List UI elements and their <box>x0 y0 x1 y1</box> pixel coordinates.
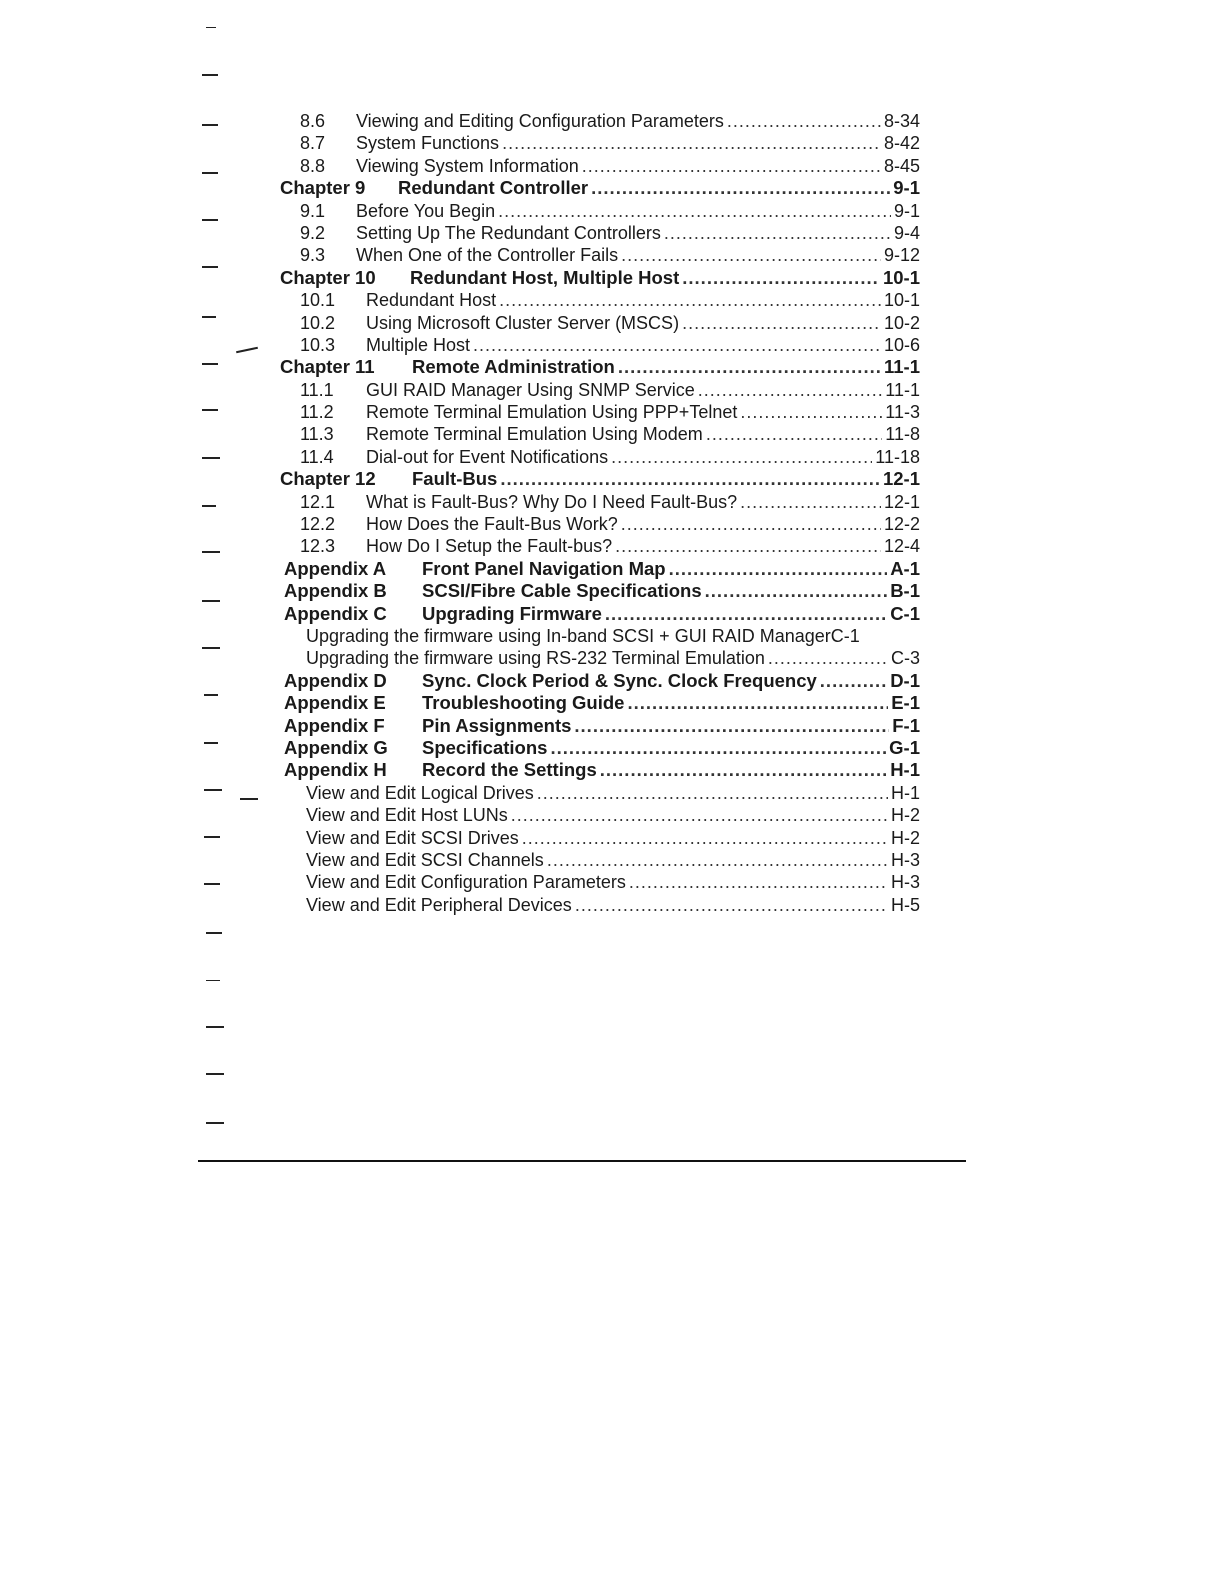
toc-entry-12-2[interactable] <box>280 513 920 535</box>
entry-number: Appendix E <box>284 692 386 714</box>
entry-number: 11.1 <box>300 379 334 400</box>
toc-appendix-f[interactable] <box>280 715 920 737</box>
binding-mark <box>206 1026 224 1028</box>
entry-title: How Does the Fault-Bus Work? <box>366 514 618 535</box>
entry-page: 11-3 <box>885 402 920 423</box>
entry-number: 9.2 <box>300 222 326 243</box>
entry-page: 8-42 <box>883 133 920 154</box>
toc-chapter-9[interactable] <box>280 177 920 199</box>
binding-mark <box>202 172 218 174</box>
leader-dots <box>621 513 881 535</box>
entry-number: 10.1 <box>300 290 336 311</box>
leader-dots <box>605 603 887 625</box>
binding-mark <box>202 551 220 553</box>
entry-title: Before You Begin <box>356 200 496 221</box>
leader-dots <box>575 894 888 916</box>
binding-mark <box>204 836 220 838</box>
toc-entry-10-2[interactable] <box>280 312 920 334</box>
entry-page: 8-45 <box>883 155 920 176</box>
entry-title: Fault-Bus <box>412 468 498 490</box>
binding-mark <box>206 1073 224 1075</box>
binding-mark <box>204 742 218 744</box>
leader-dots <box>682 312 881 334</box>
entry-title: Sync. Clock Period & Sync. Clock Frequency <box>422 669 817 691</box>
toc-entry-10-3[interactable] <box>280 334 920 356</box>
leader-dots <box>740 401 882 423</box>
toc-entry-11-3[interactable] <box>280 423 920 445</box>
toc-entry-9-2[interactable] <box>280 222 920 244</box>
entry-title: View and Edit SCSI Channels <box>306 849 544 870</box>
toc-appendix-a[interactable] <box>280 558 920 580</box>
entry-page: H-2 <box>890 827 920 848</box>
leader-dots <box>698 379 883 401</box>
toc-entry-11-4[interactable] <box>280 446 920 468</box>
leader-dots <box>621 244 881 266</box>
binding-mark <box>204 789 222 791</box>
toc-appendix-g[interactable] <box>280 737 920 759</box>
toc-entry-8-6[interactable] <box>280 110 920 132</box>
binding-marks <box>0 0 260 1584</box>
toc-entry-11-2[interactable] <box>280 401 920 423</box>
entry-title: SCSI/Fibre Cable Specifications <box>422 580 702 602</box>
toc-entry-9-3[interactable] <box>280 244 920 266</box>
binding-mark <box>204 694 218 696</box>
leader-dots <box>768 647 888 669</box>
footer-rule <box>198 1160 966 1162</box>
entry-page: 9-4 <box>893 222 920 243</box>
leader-dots <box>669 558 888 580</box>
toc-chapter-10[interactable] <box>280 267 920 289</box>
entry-title: Specifications <box>422 736 548 758</box>
entry-title: Setting Up The Redundant Controllers <box>356 222 661 243</box>
toc-appendix-h[interactable] <box>280 759 920 781</box>
binding-mark <box>202 457 220 459</box>
binding-mark <box>204 883 220 885</box>
entry-page: H-1 <box>890 759 920 781</box>
leader-dots <box>727 110 881 132</box>
entry-page: H-1 <box>890 782 920 803</box>
leader-dots <box>664 222 891 244</box>
entry-title: View and Edit Host LUNs <box>306 805 508 826</box>
toc-entry-8-7[interactable] <box>280 132 920 154</box>
entry-title: Pin Assignments <box>422 714 572 736</box>
leader-dots <box>511 804 888 826</box>
toc-entry-12-1[interactable] <box>280 491 920 513</box>
entry-page: 12-1 <box>882 468 920 490</box>
entry-page: 9-12 <box>883 245 920 266</box>
toc-entry-logical-drives[interactable] <box>280 782 920 804</box>
toc-appendix-d[interactable] <box>280 670 920 692</box>
binding-mark <box>206 1122 224 1124</box>
entry-page: H-3 <box>890 849 920 870</box>
entry-page: H-3 <box>890 872 920 893</box>
entry-page: C-3 <box>890 648 920 669</box>
toc-entry-scsi-drives[interactable] <box>280 827 920 849</box>
leader-dots <box>618 356 881 378</box>
entry-page: 11-1 <box>883 356 920 378</box>
toc-entry-12-3[interactable] <box>280 535 920 557</box>
entry-title: Redundant Host <box>366 290 497 311</box>
binding-mark <box>236 347 258 354</box>
leader-dots <box>820 670 887 692</box>
leader-dots <box>591 177 890 199</box>
entry-number: 12.1 <box>300 491 336 512</box>
entry-title: Front Panel Navigation Map <box>422 557 666 579</box>
leader-dots <box>547 849 888 871</box>
entry-title: Viewing and Editing Configuration Parameters <box>356 111 724 131</box>
entry-title: Upgrading the firmware using In-band SCSI + GUI RAID Manager <box>306 625 831 646</box>
toc-chapter-11[interactable] <box>280 356 920 378</box>
toc-entry-10-1[interactable] <box>280 289 920 311</box>
leader-dots <box>740 491 881 513</box>
entry-number: Appendix F <box>284 714 385 736</box>
entry-title: Remote Terminal Emulation Using PPP+Telnet <box>366 402 738 423</box>
entry-number: Appendix B <box>284 580 387 602</box>
leader-dots <box>473 334 881 356</box>
entry-number: 8.6 <box>300 111 326 131</box>
entry-title: Remote Terminal Emulation Using Modem <box>366 424 703 445</box>
toc-entry-upgrade-rs232[interactable] <box>280 647 920 669</box>
entry-page: H-5 <box>890 894 920 915</box>
entry-number: 10.3 <box>300 334 336 355</box>
entry-title: Upgrading the firmware using RS-232 Terminal Emulation <box>306 648 765 669</box>
entry-page: F-1 <box>892 714 920 736</box>
entry-number: Appendix D <box>284 669 387 691</box>
leader-dots <box>499 289 881 311</box>
entry-number: Chapter 9 <box>280 177 366 199</box>
entry-title: How Do I Setup the Fault-bus? <box>366 536 613 557</box>
entry-page: H-2 <box>890 805 920 826</box>
leader-dots <box>615 535 881 557</box>
entry-page: 10-1 <box>883 290 920 311</box>
entry-number: 11.4 <box>300 446 334 467</box>
entry-number: 8.8 <box>300 155 326 176</box>
entry-page: 12-1 <box>883 491 920 512</box>
binding-mark <box>202 219 218 221</box>
binding-mark <box>202 363 218 365</box>
entry-page: A-1 <box>890 557 920 579</box>
entry-title: GUI RAID Manager Using SNMP Service <box>366 379 695 400</box>
binding-mark <box>202 74 218 76</box>
entry-title: Multiple Host <box>366 334 471 355</box>
binding-mark <box>206 27 216 28</box>
entry-number: Chapter 12 <box>280 468 376 490</box>
toc-entry-config-params[interactable] <box>280 871 920 893</box>
entry-title: View and Edit Configuration Parameters <box>306 872 626 893</box>
toc-entry-peripheral-devices[interactable] <box>280 894 920 916</box>
toc-entry-scsi-channels[interactable] <box>280 849 920 871</box>
entry-number: 11.3 <box>300 424 334 445</box>
toc-entry-11-1[interactable] <box>280 379 920 401</box>
entry-title: View and Edit Peripheral Devices <box>306 894 572 915</box>
entry-number: Appendix A <box>284 557 387 579</box>
toc-appendix-e[interactable] <box>280 692 920 714</box>
entry-page: 11-1 <box>885 379 920 400</box>
entry-number: 10.2 <box>300 312 336 333</box>
leader-dots <box>574 715 889 737</box>
entry-number: 9.3 <box>300 245 326 266</box>
entry-page: G-1 <box>889 736 920 758</box>
binding-mark <box>206 932 222 934</box>
entry-page: E-1 <box>891 692 920 714</box>
entry-title: When One of the Controller Fails <box>356 245 619 266</box>
entry-title: What is Fault-Bus? Why Do I Need Fault-Bus? <box>366 491 738 512</box>
entry-title: Troubleshooting Guide <box>422 692 625 714</box>
entry-page: 9-1 <box>893 200 920 221</box>
leader-dots <box>611 446 872 468</box>
toc-entry-host-luns[interactable] <box>280 804 920 826</box>
entry-number: 9.1 <box>300 200 326 221</box>
entry-page: D-1 <box>890 669 920 691</box>
leader-dots <box>522 827 888 849</box>
toc-entry-8-8[interactable] <box>280 155 920 177</box>
entry-page: 12-2 <box>883 514 920 535</box>
leader-dots <box>537 782 888 804</box>
toc-entry-upgrade-inband[interactable] <box>280 625 920 647</box>
leader-dots <box>629 871 888 893</box>
toc-entry-9-1[interactable] <box>280 200 920 222</box>
entry-page: B-1 <box>890 580 920 602</box>
leader-dots <box>502 132 881 154</box>
binding-mark <box>202 124 218 126</box>
entry-number: 11.2 <box>300 402 334 423</box>
entry-number: Appendix H <box>284 759 387 781</box>
entry-page: 10-1 <box>882 266 920 288</box>
leader-dots <box>627 692 888 714</box>
leader-dots <box>706 423 882 445</box>
table-of-contents <box>280 110 920 916</box>
entry-title: Redundant Controller <box>398 177 589 199</box>
entry-number: Chapter 11 <box>280 356 375 378</box>
binding-mark <box>206 980 220 981</box>
entry-page: 8-34 <box>883 111 920 131</box>
entry-title: Upgrading Firmware <box>422 602 602 624</box>
binding-mark <box>202 505 216 507</box>
entry-page: 12-4 <box>883 536 920 557</box>
leader-dots <box>705 580 888 602</box>
entry-number: Chapter 10 <box>280 266 376 288</box>
entry-page: 9-1 <box>893 177 920 199</box>
entry-number: 12.2 <box>300 514 336 535</box>
entry-title: Viewing System Information <box>356 155 579 176</box>
leader-dots <box>500 468 880 490</box>
entry-page: C-1 <box>890 602 920 624</box>
binding-mark <box>202 266 218 268</box>
entry-title: Redundant Host, Multiple Host <box>410 266 680 288</box>
toc-appendix-b[interactable] <box>280 580 920 602</box>
entry-title: System Functions <box>356 133 500 154</box>
leader-dots <box>682 267 880 289</box>
binding-mark <box>202 316 216 318</box>
entry-title: Dial-out for Event Notifications <box>366 446 609 467</box>
toc-chapter-12[interactable] <box>280 468 920 490</box>
leader-dots <box>582 155 881 177</box>
entry-page: 10-2 <box>883 312 920 333</box>
leader-dots <box>600 759 887 781</box>
binding-mark <box>202 600 220 602</box>
leader-dots <box>498 200 891 222</box>
toc-appendix-c[interactable] <box>280 603 920 625</box>
entry-page: 11-8 <box>885 424 920 445</box>
entry-page: 10-6 <box>883 334 920 355</box>
binding-mark <box>202 409 218 411</box>
entry-page: C-1 <box>830 625 860 646</box>
entry-number: Appendix C <box>284 602 387 624</box>
entry-title: Using Microsoft Cluster Server (MSCS) <box>366 312 680 333</box>
binding-mark <box>240 798 258 800</box>
entry-title: View and Edit Logical Drives <box>306 782 534 803</box>
leader-dots <box>550 737 886 759</box>
entry-title: Remote Administration <box>412 356 615 378</box>
entry-title: View and Edit SCSI Drives <box>306 827 519 848</box>
entry-number: Appendix G <box>284 736 388 758</box>
entry-page: 11-18 <box>875 446 920 467</box>
binding-mark <box>202 647 220 649</box>
entry-number: 8.7 <box>300 133 326 154</box>
entry-number: 12.3 <box>300 536 336 557</box>
entry-title: Record the Settings <box>422 759 597 781</box>
